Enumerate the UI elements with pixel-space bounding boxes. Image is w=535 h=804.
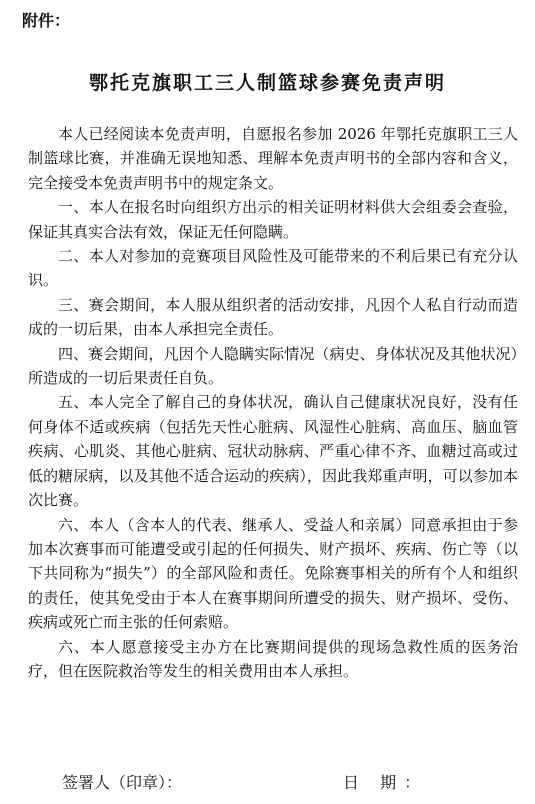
document-title: 鄂托克旗职工三人制篮球参赛免责声明 [88, 72, 446, 94]
intro-paragraph: 本人已经阅读本免责声明，自愿报名参加 2026 年鄂托克旗职工三人制篮球比赛，并准确无误地知悉、理解本免责声明书的全部内容和含义，完全接受本免责声明书中的规定条文。 [28, 125, 518, 192]
clause-6b-paragraph: 六、本人愿意接受主办方在比赛期间提供的现场急救性质的医务治疗，但在医院救治等发生的相关费用由本人承担。 [28, 637, 518, 680]
clause-4-paragraph: 四、赛会期间，凡因个人隐瞒实际情况（病史、身体状况及其他状况）所造成的一切后果责任自负。 [28, 344, 518, 388]
clause-2-paragraph: 二、本人对参加的竞赛项目风险性及可能带来的不利后果已有充分认识。 [28, 247, 518, 290]
clause-6-paragraph: 六、本人（含本人的代表、继承人、受益人和亲属）同意承担由于参加本次赛事而可能遭受或引起的任何损失、财产损坏、疾病、伤亡等（以下共同称为“损失”）的全部风险和责任。免除赛事相关的所有个人和组织的责任，使其免受由于本人在赛事期间所遭受的损失、财产损坏、受伤、疾病或死亡而主张的任何索赔。 [28, 515, 518, 632]
clause-5-paragraph: 五、本人完全了解自己的身体状况，确认自己健康状况良好，没有任何身体不适或疾病（包括先天性心脏病、风湿性心脏病、高血压、脑血管疾病、心肌炎、其他心脏病、冠状动脉病、严重心律不齐、血糖过高或过低的糖尿病，以及其他不适合运动的疾病），因此我郑重声明，可以参加本次比赛。 [28, 393, 518, 510]
clause-1-paragraph: 一、本人在报名时向组织方出示的相关证明材料供大会组委会查验，保证其真实合法有效，保证无任何隐瞒。 [28, 198, 518, 241]
date-label: 日 期： [343, 773, 429, 792]
attachment-label: 附件： [22, 11, 71, 30]
signer-label: 签署人（印章）： [62, 773, 183, 792]
declaration-body [28, 122, 518, 683]
clause-3-paragraph: 三、赛会期间，本人服从组织者的活动安排，凡因个人私自行动而造成的一切后果，由本人承担完全责任。 [28, 295, 518, 339]
